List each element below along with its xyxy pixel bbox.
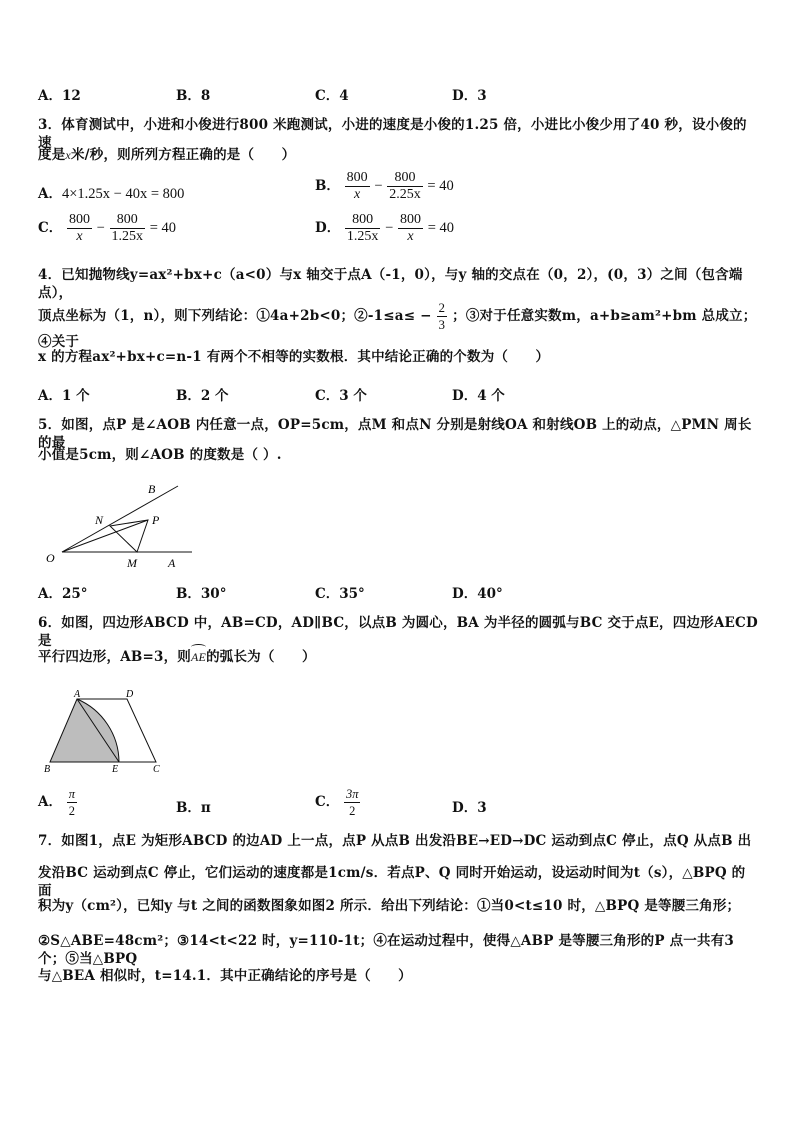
- q6-label-c: C: [153, 764, 160, 775]
- q5-stem-line2: 小值是5cm，则∠AOB 的度数是（ ）.: [38, 447, 282, 463]
- q4-option-a: A．1 个: [38, 388, 90, 404]
- q5-option-a: A．25°: [38, 586, 88, 602]
- q4-stem-line3: x 的方程ax²+bx+c=n-1 有两个不相等的实数根．其中结论正确的个数为（ ）: [38, 349, 550, 365]
- q7-stem-line5: 与△BEA 相似时，t=14.1．其中正确结论的序号是（ ）: [38, 968, 412, 984]
- q2-option-d: D．3: [452, 88, 487, 104]
- q3-stem-line2: 度是x米/秒，则所列方程正确的是（ ）: [38, 147, 296, 163]
- q7-stem-line2: 发沿BC 运动到点C 停止，它们运动的速度都是1cm/s．若点P、Q 同时开始运动，设运动时间为t（s），△BPQ 的面: [38, 865, 746, 899]
- q6-label-d: D: [126, 689, 134, 700]
- q6-label-a: A: [74, 689, 81, 700]
- q5-stem-line1: 5．如图，点P 是∠AOB 内任意一点，OP=5cm，点M 和点N 分别是射线OA 和射线OB 上的动点，△PMN 周长的最: [38, 417, 752, 451]
- q3-option-d: D． $\frac{800}{1.25x}$ − $\frac{800}{x}$ = 40: [315, 212, 455, 244]
- q5-option-b: B．30°: [176, 586, 227, 602]
- q4-stem-line1: 4．已知抛物线y=ax²+bx+c（a<0）与x 轴交于点A（-1，0），与y 轴的交点在（0，2），(0，3）之间（包含端点），: [38, 267, 743, 301]
- q7-stem-line4: ②S△ABE=48cm²；③14<t<22 时，y=110-1t；④在运动过程中，使得△ABP 是等腰三角形的P 点一共有3 个；⑤当△BPQ: [38, 933, 734, 967]
- q6-arc-ae: AE: [191, 648, 206, 666]
- q6-stem-line2: 平行四边形，AB=3，则 AE的弧长为（ ）: [38, 648, 758, 666]
- q7-stem-line3: 积为y（cm²），已知y 与t 之间的函数图象如图2 所示．给出下列结论：①当0<t≤10 时，△BPQ 是等腰三角形；: [38, 898, 741, 914]
- q6-trapezoid-figure: [40, 686, 170, 776]
- q4-stem-line2: 顶点坐标为（1，n），则下列结论：①4a+2b<0；②-1≤a≤ − $\frac{2}{3}$ ；③对于任意实数m，a+b≥am²+bm 总成立；④关于: [38, 300, 757, 350]
- q5-option-c: C．35°: [315, 586, 365, 602]
- q5-option-d: D．40°: [452, 586, 503, 602]
- q3-stem-line1: 3．体育测试中，小进和小俊进行800 米跑测试，小进的速度是小俊的1.25 倍，小进比小俊少用了40 秒，设小俊的速: [38, 117, 747, 151]
- q2-option-b: B．8: [176, 88, 211, 104]
- q5-label-n: N: [95, 513, 104, 527]
- q6-option-c: C． $\frac{3\pi}{2}$: [315, 787, 359, 818]
- q5-label-a: A: [168, 556, 176, 570]
- q3-option-b: B． $\frac{800}{x}$ − $\frac{800}{2.25x}$ = 40: [315, 170, 454, 202]
- q6-option-d: D．3: [452, 800, 487, 816]
- q5-angle-figure: [40, 478, 200, 572]
- q5-label-p: P: [152, 513, 160, 527]
- q5-label-b: B: [148, 482, 156, 496]
- q6-option-b: B．π: [176, 800, 211, 816]
- q4-option-c: C．3 个: [315, 388, 367, 404]
- q2-option-a: A．12: [38, 88, 81, 104]
- q7-stem-line1: 7．如图1，点E 为矩形ABCD 的边AD 上一点，点P 从点B 出发沿BE→ED→DC 运动到点C 停止，点Q 从点B 出: [38, 833, 752, 849]
- q3-option-a: A．4×1.25x − 40x = 800: [38, 186, 185, 202]
- q6-option-a: A． $\frac{\pi}{2}$: [38, 787, 75, 818]
- q6-label-b: B: [44, 764, 51, 775]
- q3-option-c: C． $\frac{800}{x}$ − $\frac{800}{1.25x}$ = 40: [38, 212, 177, 244]
- q6-stem-line1: 6．如图，四边形ABCD 中，AB=CD，AD∥BC，以点B 为圆心，BA 为半径的圆弧与BC 交于点E，四边形AECD 是: [38, 615, 758, 649]
- q5-label-o: O: [46, 551, 55, 565]
- q5-label-m: M: [127, 556, 137, 570]
- q6-label-e: E: [112, 764, 119, 775]
- q4-option-b: B．2 个: [176, 388, 229, 404]
- q2-option-c: C．4: [315, 88, 349, 104]
- q4-option-d: D．4 个: [452, 388, 505, 404]
